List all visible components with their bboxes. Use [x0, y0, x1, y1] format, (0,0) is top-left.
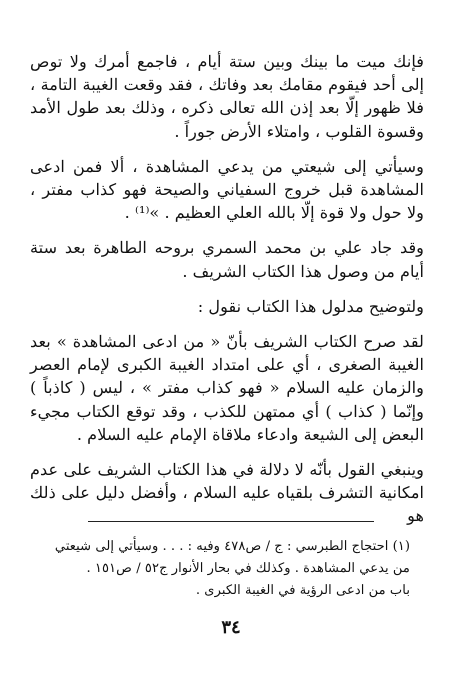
paragraph-5: لقد صرح الكتاب الشريف بأنّ « من ادعى المشاهدة » بعد الغيبة الصغرى ، أي على امتداد الغيبة الكبرى لإمام العصر والزمان عليه السلام « فهو كذاب مفتر » ، ليس ( كاذباً ) وإنّما ( كذاب ) أي ممتهن للكذب ، وقد توقع الكتاب مجيء البعض إلى الشيعة وادعاء ملاقاة الإمام عليه السلام . — [30, 332, 424, 444]
paragraph-6: وينبغي القول بأنّه لا دلالة في هذا الكتاب الشريف على عدم امكانية التشرف بلقياه عليه السلام ، وأفضل دليل على ذلك هو — [30, 460, 424, 526]
footnote-line-2: باب من ادعى الرؤية في الغيبة الكبرى . — [195, 583, 410, 598]
page-number: ٣٤ — [221, 617, 241, 638]
paragraph-3: وقد جاد علي بن محمد السمري بروحه الطاهرة بعد ستة أيام من وصول هذا الكتاب الشريف . — [30, 238, 424, 281]
footnote-divider — [88, 521, 374, 522]
paragraph-1: فإنك ميت ما بينك وبين ستة أيام ، فاجمع أمرك ولا توص إلى أحد فيقوم مقامك بعد وفاتك ، فقد وقعت الغيبة التامة ، فلا ظهور إلّا بعد إذن الله تعالى ذكره ، وذلك بعد طول الأمد وقسوة القلوب ، وامتلاء الأرض جوراً . — [30, 52, 424, 141]
paragraph-2: وسيأتي إلى شيعتي من يدعي المشاهدة ، ألا فمن ادعى المشاهدة قبل خروج السفياني والصيحة فهو كذاب مفتر ، ولا حول ولا قوة إلّا بالله العلي العظيم . »⁽¹⁾ . — [30, 156, 424, 223]
footnote — [45, 536, 410, 602]
footnote-line-1: (١) احتجاج الطبرسي : ج / ص٤٧٨ وفيه : . . . وسيأتي إلى شيعتي من يدعي المشاهدة . وكذلك في بحار الأنوار ج٥٢ / ص١٥١ . — [54, 539, 410, 576]
main-text — [30, 50, 424, 528]
paragraph-4: ولتوضيح مدلول هذا الكتاب نقول : — [197, 296, 424, 316]
